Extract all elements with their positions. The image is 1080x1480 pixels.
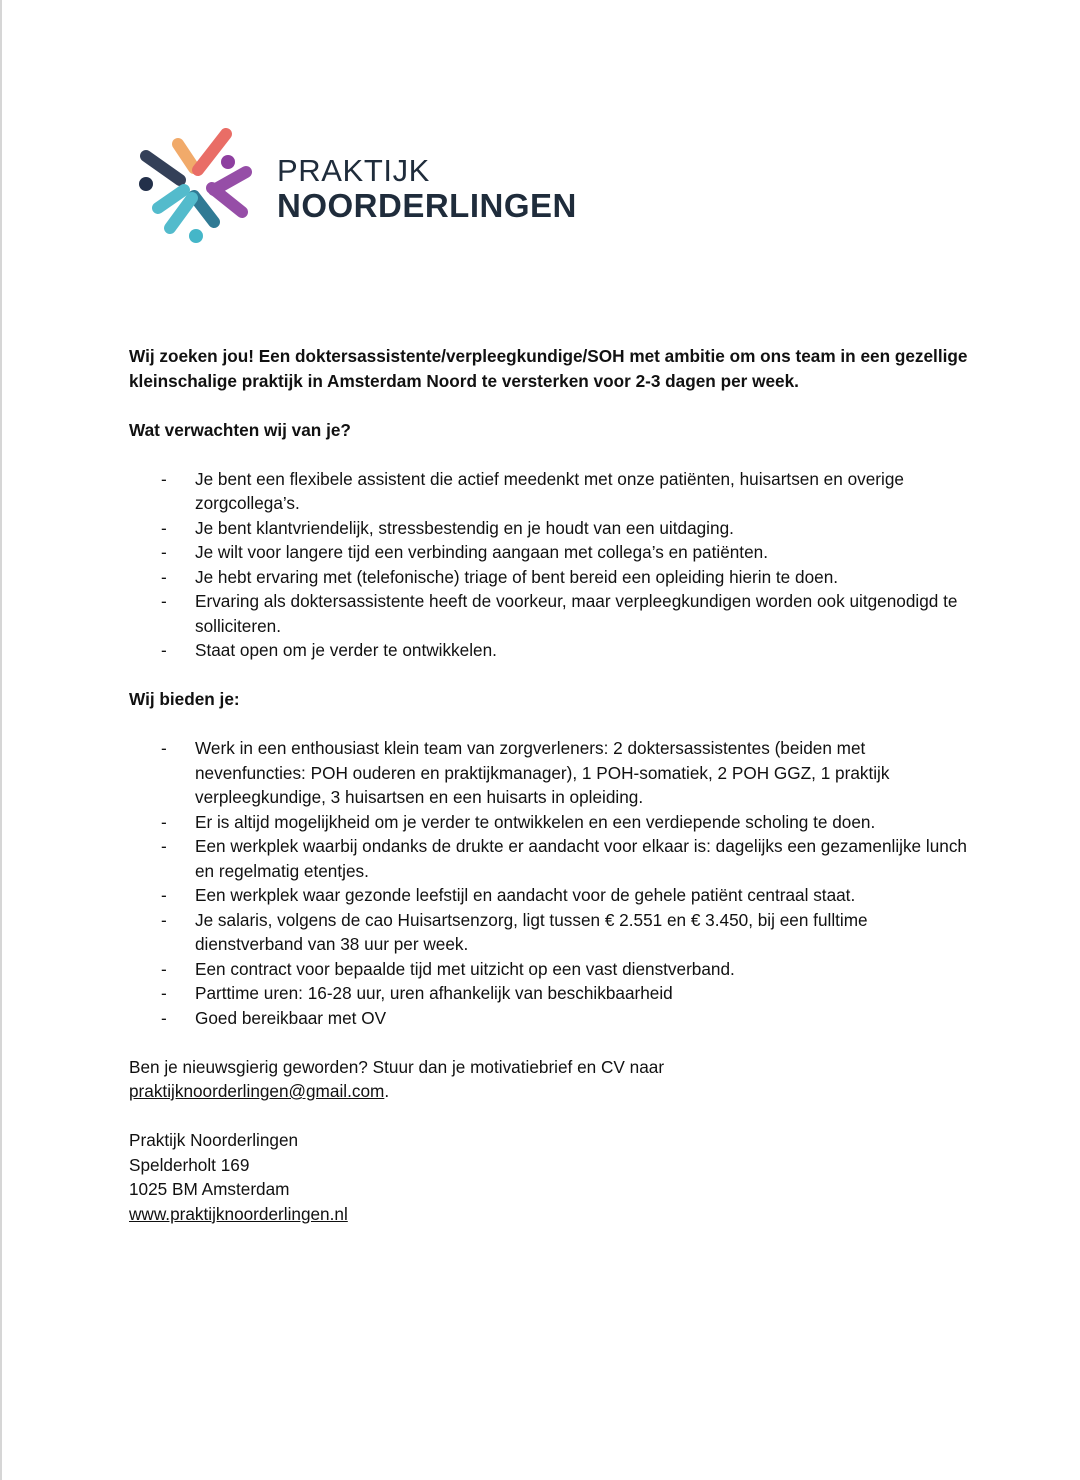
document-body [129, 344, 969, 1226]
list-item-text: Er is altijd mogelijkheid om je verder te ontwikkelen en een verdiepende scholing te doen. [195, 811, 876, 832]
offer-list [129, 736, 969, 1030]
bullet-dash: - [161, 517, 167, 538]
logo-wordmark [277, 154, 577, 224]
logo [134, 124, 604, 248]
bullet-dash: - [161, 542, 167, 562]
bullet-dash: - [161, 566, 167, 587]
list-item-text: Je hebt ervaring met (telefonische) triage of bent bereid een opleiding hierin te doen. [195, 566, 839, 587]
list-item [129, 810, 969, 835]
address-city: 1025 BM Amsterdam [129, 1179, 290, 1199]
bullet-dash: - [161, 811, 167, 832]
list-item [129, 565, 969, 590]
list-item [129, 834, 969, 883]
list-item-text: Je bent een flexibele assistent die actief meedenkt met onze patiënten, huisartsen en overige zorgcollega’s. [195, 468, 904, 513]
list-item-text: Je wilt voor langere tijd een verbinding aangaan met collega’s en patiënten. [195, 542, 768, 562]
address-name: Praktijk Noorderlingen [129, 1130, 299, 1150]
list-item [129, 540, 969, 565]
logo-stroke-navy [146, 156, 180, 180]
closing-text: Ben je nieuwsgierig geworden? Stuur dan je motivatiebrief en CV naar [129, 1056, 665, 1077]
list-item-text: Je salaris, volgens de cao Huisartsenzorg, ligt tussen € 2.551 en € 3.450, bij een fulltime dienstverband van 38 uur per week. [195, 909, 868, 954]
expectations-list [129, 467, 969, 663]
closing-period: . [384, 1081, 390, 1101]
bullet-dash: - [161, 909, 167, 930]
list-item [129, 1006, 969, 1031]
bullet-dash: - [161, 738, 167, 758]
list-item [129, 736, 969, 810]
logo-line1: PRAKTIJK [277, 153, 430, 188]
list-item-text: Je bent klantvriendelijk, stressbestendig en je houdt van een uitdaging. [195, 517, 734, 538]
logo-stroke-purple-lower [212, 188, 242, 212]
bullet-dash: - [161, 836, 167, 856]
list-item-text: Goed bereikbaar met OV [195, 1007, 387, 1028]
list-item-text: Parttime uren: 16-28 uur, uren afhankelijk van beschikbaarheid [195, 983, 673, 1003]
bullet-dash: - [161, 640, 167, 660]
list-item [129, 638, 969, 663]
bullet-dash: - [161, 983, 167, 1003]
list-item [129, 981, 969, 1006]
page-edge [0, 0, 2, 1480]
list-item [129, 467, 969, 516]
closing-paragraph [129, 1055, 969, 1104]
bullet-dash: - [161, 1007, 167, 1028]
list-item [129, 908, 969, 957]
logo-stroke-orange [178, 144, 194, 168]
list-item-text: Een werkplek waarbij ondanks de drukte er aandacht voor elkaar is: dagelijks een gezamenlijke lunch en regelmatig etentjes. [195, 836, 967, 881]
address-street: Spelderholt 169 [129, 1154, 250, 1175]
email-link[interactable]: praktijknoorderlingen@gmail.com [129, 1081, 385, 1101]
bullet-dash: - [161, 468, 167, 489]
logo-dot-cyan [189, 229, 203, 243]
list-item [129, 883, 969, 908]
list-item-text: Werk in een enthousiast klein team van zorgverleners: 2 doktersassistentes (beiden met nevenfuncties: POH ouderen en praktijkmanager), 1 POH-somatiek, 2 POH GGZ, 1 praktijk verpleegkundige, 3 huisartsen en een huisarts in opleiding. [195, 738, 890, 807]
bullet-dash: - [161, 885, 167, 905]
list-item-text: Staat open om je verder te ontwikkelen. [195, 640, 497, 660]
list-item [129, 589, 969, 638]
section-heading-offer: Wij bieden je: [129, 689, 240, 709]
list-item-text: Een contract voor bepaalde tijd met uitzicht op een vast dienstverband. [195, 958, 735, 979]
bullet-dash: - [161, 958, 167, 979]
list-item [129, 516, 969, 541]
logo-line2: NOORDERLINGEN [277, 187, 577, 224]
intro-paragraph: Wij zoeken jou! Een doktersassistente/verpleegkundige/SOH met ambitie om ons team in een gezellige kleinschalige praktijk in Amsterdam Noord te versterken voor 2-3 dagen per week. [129, 346, 968, 391]
logo-dot-purple [221, 155, 235, 169]
website-link[interactable]: www.praktijknoorderlingen.nl [129, 1203, 348, 1224]
section-heading-expectations: Wat verwachten wij van je? [129, 419, 351, 440]
bullet-dash: - [161, 591, 167, 611]
list-item-text: Een werkplek waar gezonde leefstijl en aandacht voor de gehele patiënt centraal staat. [195, 885, 856, 905]
logo-mark-icon [134, 124, 264, 248]
address-block [129, 1128, 969, 1226]
list-item [129, 957, 969, 982]
logo-dot-navy [139, 177, 153, 191]
list-item-text: Ervaring als doktersassistente heeft de voorkeur, maar verpleegkundigen worden ook uitgenodigd te solliciteren. [195, 591, 958, 636]
